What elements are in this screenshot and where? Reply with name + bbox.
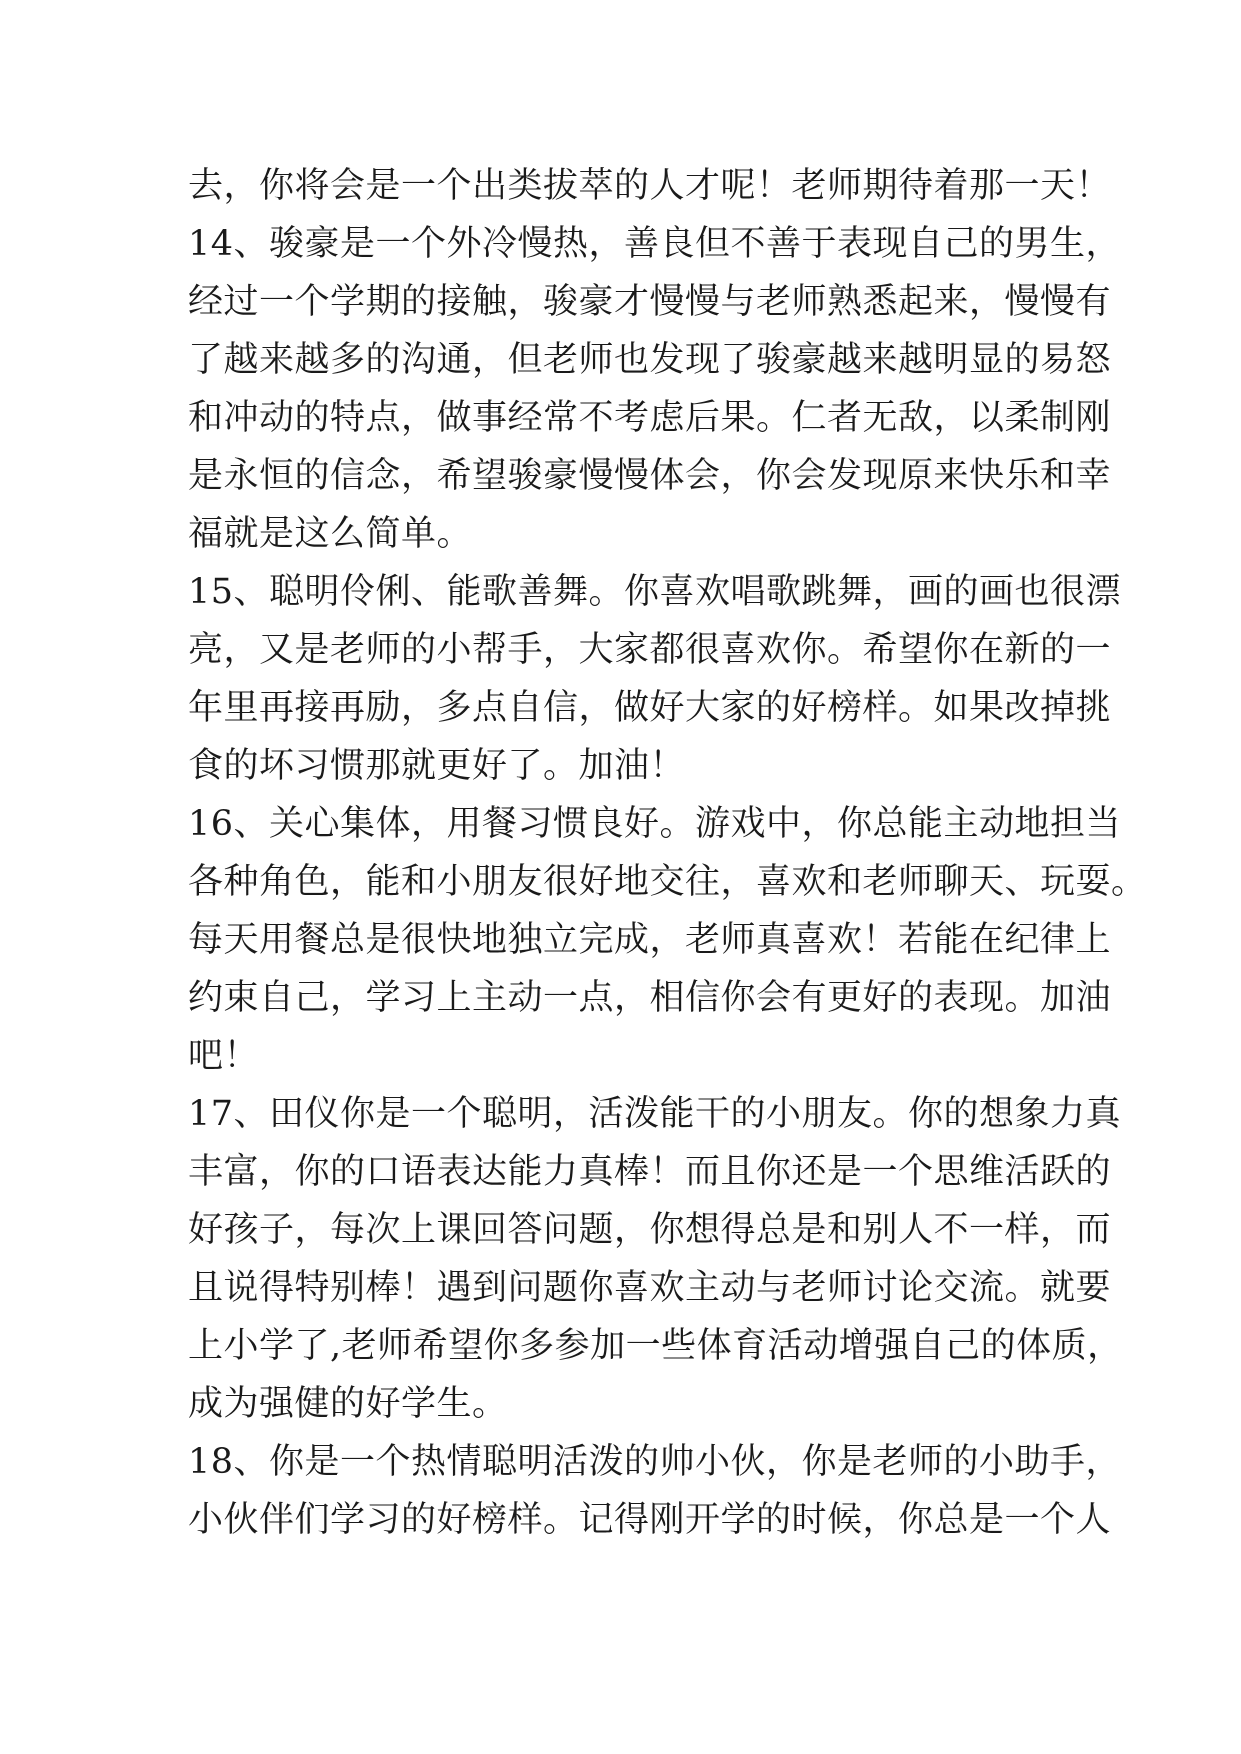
text-line: 年里再接再励，多点自信，做好大家的好榜样。如果改掉挑 bbox=[188, 688, 1112, 728]
text-line: 好孩子，每次上课回答问题，你想得总是和别人不一样，而 bbox=[188, 1210, 1112, 1250]
text-line: 14、骏豪是一个外冷慢热，善良但不善于表现自己的男生， bbox=[188, 224, 1122, 264]
text-line: 16、关心集体，用餐习惯良好。游戏中，你总能主动地担当 bbox=[188, 804, 1122, 844]
text-line: 去，你将会是一个出类拔萃的人才呢！老师期待着那一天！ bbox=[188, 166, 1112, 206]
text-line: 福就是这么简单。 bbox=[188, 514, 473, 554]
text-line: 亮，又是老师的小帮手，大家都很喜欢你。希望你在新的一 bbox=[188, 630, 1112, 670]
text-line: 17、田仪你是一个聪明，活泼能干的小朋友。你的想象力真 bbox=[188, 1094, 1122, 1134]
text-line: 了越来越多的沟通，但老师也发现了骏豪越来越明显的易怒 bbox=[188, 340, 1112, 380]
text-line: 且说得特别棒！遇到问题你喜欢主动与老师讨论交流。就要 bbox=[188, 1268, 1112, 1308]
text-line: 是永恒的信念，希望骏豪慢慢体会，你会发现原来快乐和幸 bbox=[188, 456, 1112, 496]
text-line: 丰富，你的口语表达能力真棒！而且你还是一个思维活跃的 bbox=[188, 1152, 1112, 1192]
text-line: 各种角色，能和小朋友很好地交往，喜欢和老师聊天、玩耍。 bbox=[188, 862, 1147, 902]
text-line: 18、你是一个热情聪明活泼的帅小伙，你是老师的小助手， bbox=[188, 1442, 1122, 1482]
text-line: 吧！ bbox=[188, 1036, 260, 1076]
text-line: 食的坏习惯那就更好了。加油！ bbox=[188, 746, 686, 786]
text-line: 和冲动的特点，做事经常不考虑后果。仁者无敌，以柔制刚 bbox=[188, 398, 1112, 438]
text-line: 15、聪明伶俐、能歌善舞。你喜欢唱歌跳舞，画的画也很漂 bbox=[188, 572, 1122, 612]
text-line: 小伙伴们学习的好榜样。记得刚开学的时候，你总是一个人 bbox=[188, 1500, 1112, 1540]
text-line: 成为强健的好学生。 bbox=[188, 1384, 508, 1424]
text-line: 约束自己，学习上主动一点，相信你会有更好的表现。加油 bbox=[188, 978, 1112, 1018]
text-line: 经过一个学期的接触，骏豪才慢慢与老师熟悉起来，慢慢有 bbox=[188, 282, 1112, 322]
text-line: 上小学了,老师希望你多参加一些体育活动增强自己的体质， bbox=[188, 1326, 1123, 1366]
text-line: 每天用餐总是很快地独立完成，老师真喜欢！若能在纪律上 bbox=[188, 920, 1112, 960]
